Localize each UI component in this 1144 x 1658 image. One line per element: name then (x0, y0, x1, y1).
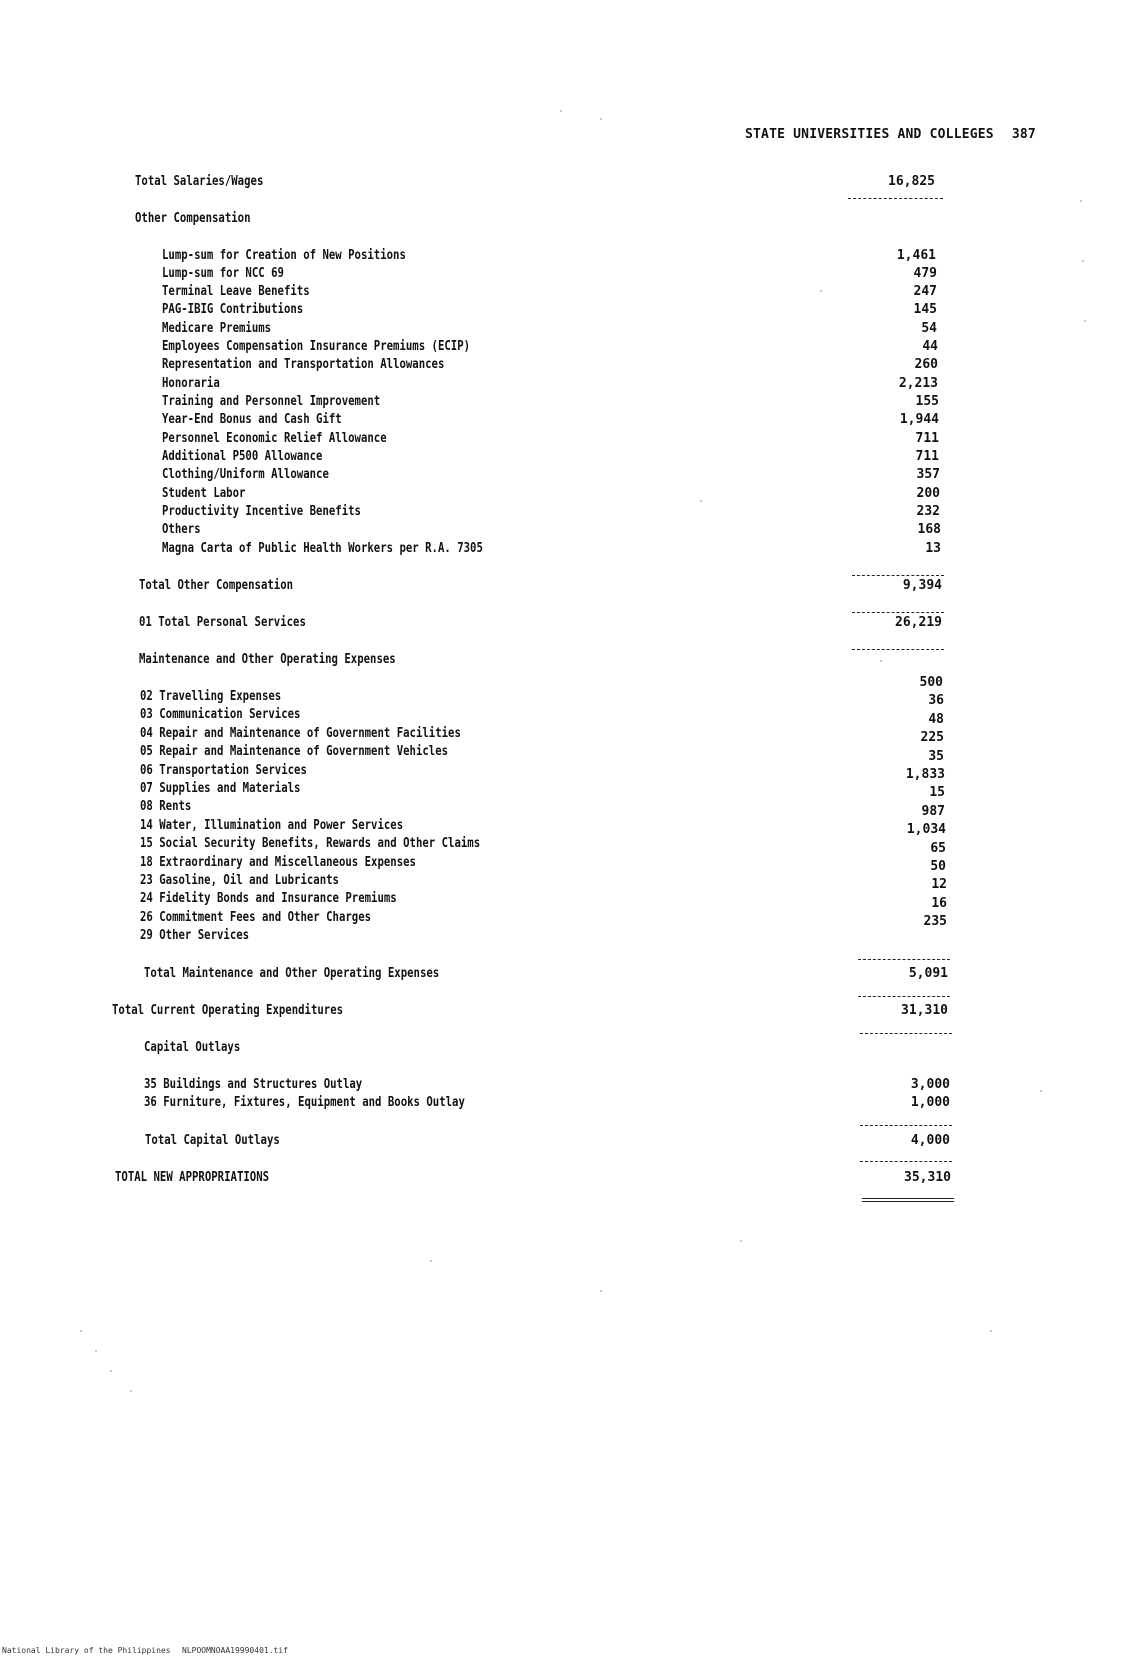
row-label: Representation and Transportation Allowances (162, 357, 445, 372)
row-value: 36 (928, 693, 944, 708)
row-label: Honoraria (162, 376, 220, 391)
row-value: 260 (914, 357, 938, 372)
row-label: 06 Transportation Services (140, 763, 307, 778)
row-value: 3,000 (910, 1077, 950, 1092)
row-label: 04 Repair and Maintenance of Government Facilities (140, 726, 461, 741)
row-label: Clothing/Uniform Allowance (162, 467, 329, 482)
scan-speck (130, 1390, 132, 1392)
scan-speck (820, 290, 822, 292)
row-value: 1,034 (906, 822, 946, 837)
row-label: Lump-sum for NCC 69 (162, 266, 284, 281)
row-label: Total Maintenance and Other Operating Expenses (144, 966, 440, 981)
page-header-title: STATE UNIVERSITIES AND COLLEGES (745, 127, 994, 142)
row-label: 03 Communication Services (140, 707, 301, 722)
row-value: 1,833 (905, 767, 945, 782)
row-label: Medicare Premiums (162, 321, 272, 336)
row-value: 9,394 (902, 578, 942, 593)
row-label: Maintenance and Other Operating Expenses (139, 652, 396, 667)
row-value: 65 (930, 841, 946, 856)
row-value: 711 (915, 431, 939, 446)
row-label: Capital Outlays (144, 1040, 241, 1055)
row-value: 2,213 (898, 376, 938, 391)
scan-speck (880, 660, 882, 662)
row-value: 44 (922, 339, 938, 354)
dashed-rule (858, 959, 950, 960)
row-label: 26 Commitment Fees and Other Charges (140, 910, 372, 925)
row-label: 24 Fidelity Bonds and Insurance Premiums (140, 891, 397, 906)
dashed-rule (860, 1161, 952, 1162)
scan-speck (1080, 200, 1082, 202)
row-value: 16,825 (888, 174, 935, 189)
row-value: 145 (913, 302, 937, 317)
row-label: TOTAL NEW APPROPRIATIONS (115, 1170, 270, 1185)
dashed-rule (860, 1125, 952, 1126)
row-value: 500 (919, 675, 943, 690)
dashed-rule (858, 996, 950, 997)
row-label: Lump-sum for Creation of New Positions (162, 248, 406, 263)
footer-file: NLPOOMNOAA19990401.tif (182, 1646, 288, 1655)
page-header (745, 127, 1036, 142)
row-value: 50 (930, 859, 946, 874)
dashed-rule (852, 649, 944, 650)
row-label: Magna Carta of Public Health Workers per R.A. 7305 (162, 541, 483, 556)
row-value: 1,461 (896, 248, 936, 263)
row-value: 54 (921, 321, 937, 336)
row-label: Employees Compensation Insurance Premiums (ECIP) (162, 339, 471, 354)
row-value: 35 (928, 749, 944, 764)
dashed-rule (848, 198, 943, 199)
row-value: 13 (925, 541, 941, 556)
scan-speck (740, 1240, 742, 1242)
dashed-rule (860, 1033, 952, 1034)
scan-speck (1040, 1090, 1042, 1092)
row-label: 35 Buildings and Structures Outlay (144, 1077, 363, 1092)
row-value: 31,310 (901, 1003, 948, 1018)
page-number: 387 (1011, 127, 1036, 142)
row-label: Student Labor (162, 486, 246, 501)
row-value: 35,310 (904, 1170, 951, 1185)
row-value: 357 (916, 467, 940, 482)
row-label: Personnel Economic Relief Allowance (162, 431, 387, 446)
scan-speck (700, 500, 702, 502)
row-value: 711 (915, 449, 939, 464)
scan-speck (560, 110, 562, 112)
row-value: 987 (921, 804, 945, 819)
row-label: Total Capital Outlays (145, 1133, 280, 1148)
row-label: Year-End Bonus and Cash Gift (162, 412, 342, 427)
row-label: 36 Furniture, Fixtures, Equipment and Books Outlay (144, 1095, 465, 1110)
scan-speck (430, 1260, 432, 1262)
row-value: 1,000 (910, 1095, 950, 1110)
row-value: 479 (913, 266, 937, 281)
dashed-rule (852, 575, 944, 576)
row-label: 07 Supplies and Materials (140, 781, 301, 796)
row-value: 12 (931, 877, 947, 892)
row-value: 168 (917, 522, 941, 537)
row-value: 200 (916, 486, 940, 501)
row-label: Total Salaries/Wages (135, 174, 264, 189)
row-value: 4,000 (910, 1133, 950, 1148)
scan-speck (990, 1330, 992, 1332)
row-label: 23 Gasoline, Oil and Lubricants (140, 873, 339, 888)
row-label: 14 Water, Illumination and Power Services (140, 818, 404, 833)
footer-library: National Library of the Philippines (2, 1646, 171, 1655)
row-label: 18 Extraordinary and Miscellaneous Expenses (140, 855, 416, 870)
row-value: 16 (931, 896, 947, 911)
row-value: 5,091 (908, 966, 948, 981)
row-label: 08 Rents (140, 799, 192, 814)
dashed-rule (852, 612, 944, 613)
row-value: 155 (915, 394, 939, 409)
row-label: Training and Personnel Improvement (162, 394, 381, 409)
row-label: Additional P500 Allowance (162, 449, 323, 464)
double-rule (862, 1198, 954, 1202)
row-value: 48 (928, 712, 944, 727)
row-label: 29 Other Services (140, 928, 250, 943)
scan-speck (95, 1350, 97, 1352)
row-label: Other Compensation (135, 211, 251, 226)
scan-speck (110, 1370, 112, 1372)
row-label: 01 Total Personal Services (139, 615, 306, 630)
row-value: 15 (929, 785, 945, 800)
row-value: 26,219 (895, 615, 942, 630)
row-label: Others (162, 522, 201, 537)
row-value: 232 (916, 504, 940, 519)
row-value: 1,944 (899, 412, 939, 427)
row-label: PAG-IBIG Contributions (162, 302, 304, 317)
row-value: 247 (913, 284, 937, 299)
scan-speck (600, 1290, 602, 1292)
row-label: Productivity Incentive Benefits (162, 504, 361, 519)
row-label: 15 Social Security Benefits, Rewards and Other Claims (140, 836, 481, 851)
scan-speck (1084, 320, 1086, 322)
scan-speck (1082, 260, 1084, 262)
row-value: 225 (920, 730, 944, 745)
row-value: 235 (923, 914, 947, 929)
row-label: 05 Repair and Maintenance of Government Vehicles (140, 744, 449, 759)
row-label: 02 Travelling Expenses (140, 689, 282, 704)
row-label: Total Other Compensation (139, 578, 294, 593)
row-label: Terminal Leave Benefits (162, 284, 310, 299)
row-label: Total Current Operating Expenditures (112, 1003, 344, 1018)
scan-speck (80, 1330, 82, 1332)
scan-speck (600, 118, 602, 120)
